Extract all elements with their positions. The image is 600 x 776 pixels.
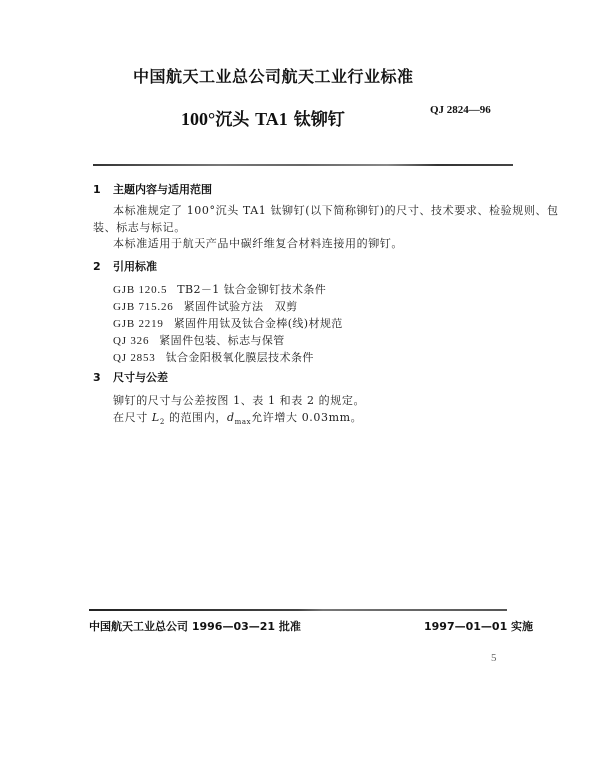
- text-run: 的范围内，: [164, 411, 227, 424]
- reference-item: [113, 315, 343, 331]
- section-number: 3: [93, 371, 101, 384]
- section-number: 1: [93, 183, 101, 196]
- reference-code: QJ 2853: [113, 352, 156, 364]
- reference-title: 钛合金阳极氧化膜层技术条件: [165, 351, 314, 364]
- subscript: 2: [159, 418, 165, 427]
- paragraph: 装、标志与标记。: [93, 221, 186, 234]
- paragraph: 铆钉的尺寸与公差按图 1、表 1 和表 2 的规定。: [113, 394, 366, 407]
- reference-title: 紧固件包装、标志与保管: [159, 334, 285, 347]
- symbol-L: L: [151, 411, 160, 424]
- section-title: 主题内容与适用范围: [113, 183, 212, 196]
- paragraph: [113, 409, 362, 426]
- reference-item: [113, 298, 298, 314]
- effective-date-line: 1997—01—01 实施: [424, 620, 534, 633]
- reference-title: 紧固件用钛及钛合金棒(线)材规范: [173, 317, 343, 330]
- header-divider: [93, 164, 513, 166]
- reference-item: [113, 349, 314, 365]
- reference-code: QJ 326: [113, 335, 150, 347]
- reference-item: [113, 281, 326, 297]
- reference-code: GJB 2219: [113, 318, 164, 330]
- title-degree: 100°: [181, 109, 216, 129]
- page-number: 5: [491, 652, 497, 664]
- reference-code: GJB 120.5: [113, 284, 168, 296]
- section-3-heading: [93, 369, 168, 385]
- reference-title: 紧固件试验方法 双剪: [183, 300, 298, 313]
- title-grade: TA1: [255, 109, 288, 129]
- text-run: 在尺寸: [113, 411, 152, 424]
- approval-line: 中国航天工业总公司 1996—03—21 批准: [89, 620, 301, 633]
- paragraph: 本标准适用于航天产品中碳纤维复合材料连接用的铆钉。: [113, 237, 403, 250]
- standard-number: QJ 2824—96: [430, 104, 491, 116]
- reference-title: TB2－1 钛合金铆钉技术条件: [177, 283, 327, 296]
- section-title: 引用标准: [113, 260, 157, 273]
- symbol-d: d: [226, 411, 235, 424]
- text-run: 允许增大 0.03mm。: [251, 411, 363, 424]
- section-number: 2: [93, 260, 101, 273]
- reference-code: GJB 715.26: [113, 301, 174, 313]
- paragraph: 本标准规定了 100°沉头 TA1 钛铆钉(以下简称铆钉)的尺寸、技术要求、检验规则、包: [113, 204, 559, 217]
- section-1-heading: [93, 181, 212, 197]
- document-title: [181, 105, 345, 130]
- reference-item: [113, 332, 285, 348]
- footer-divider: [89, 609, 507, 611]
- subscript: max: [234, 418, 252, 427]
- section-2-heading: [93, 258, 157, 274]
- title-text: 沉头: [215, 110, 256, 130]
- section-title: 尺寸与公差: [113, 371, 168, 384]
- organization-standard-header: 中国航天工业总公司航天工业行业标准: [133, 67, 414, 86]
- title-suffix: 钛铆钉: [287, 110, 345, 130]
